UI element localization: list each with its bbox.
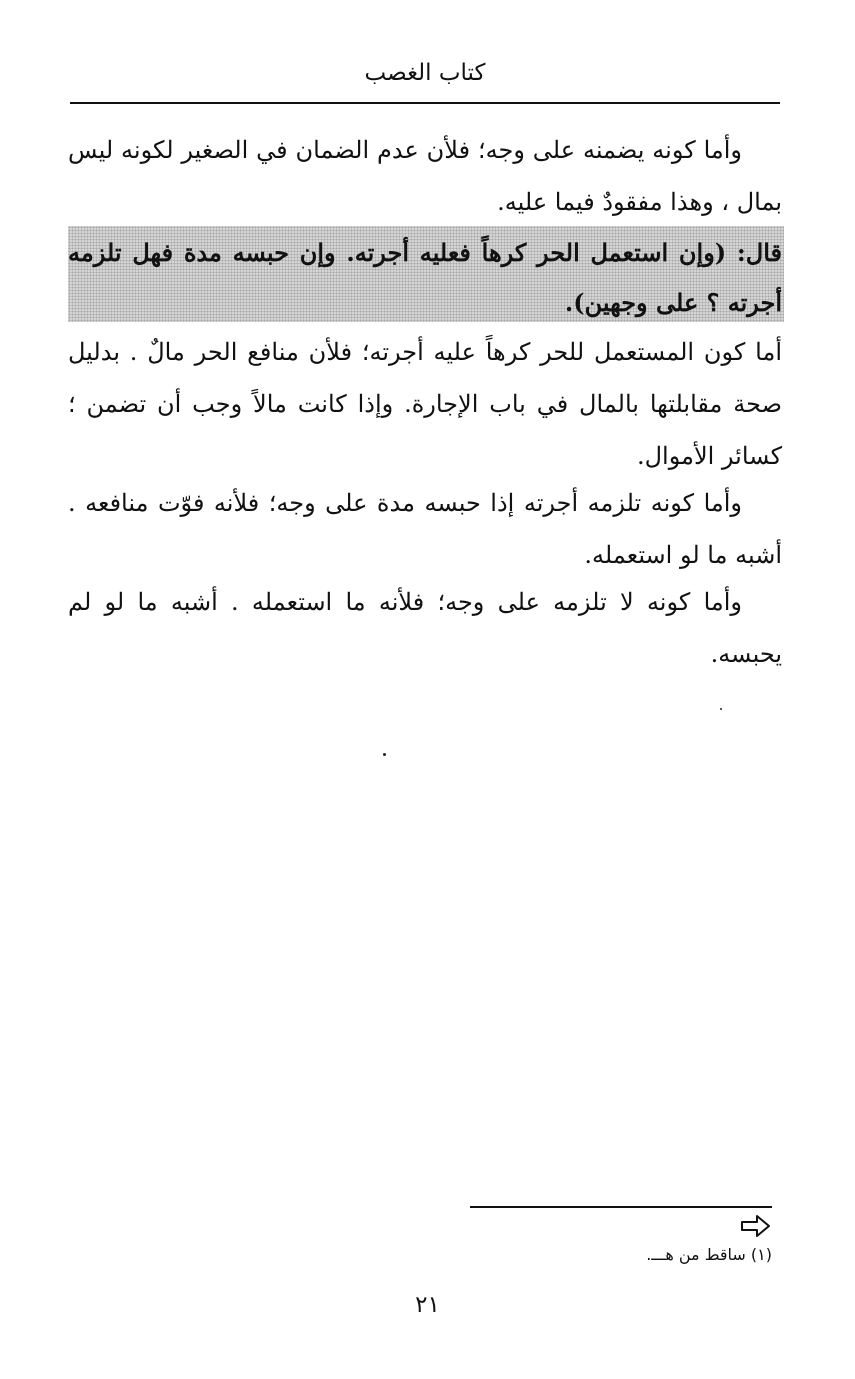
paragraph-text: أما كون المستعمل للحر كرهاً عليه أجرته؛ فلأن منافع الحر مالٌ . بدليل صحة مقابلتها بالمال في باب الإجارة. وإذا كانت مالاً وجب أن تضمن ؛ كسائر الأموال. [68, 338, 782, 470]
scan-speck [383, 753, 386, 756]
footnote-divider [470, 1206, 772, 1208]
footnote-text: (١) ساقط من هـــ. [646, 1245, 772, 1264]
paragraph-commentary-4 [68, 576, 782, 680]
page-header [70, 58, 780, 104]
page-title: كتاب الغصب [364, 60, 486, 86]
paragraph-commentary-2 [68, 326, 782, 482]
paragraph-commentary-1 [68, 124, 782, 228]
matn-text: قال: (وإن استعمل الحر كرهاً فعليه أجرته. وإن حبسه مدة فهل تلزمه أجرته ؟ على وجهين). [68, 238, 782, 317]
paragraph-text: وأما كونه لا تلزمه على وجه؛ فلأنه ما استعمله . أشبه ما لو لم يحبسه. [68, 588, 782, 668]
paragraph-text: وأما كونه يضمنه على وجه؛ فلأن عدم الضمان في الصغير لكونه ليس بمال ، وهذا مفقودٌ فيما عليه. [68, 136, 782, 216]
paragraph-commentary-3 [68, 477, 782, 581]
scan-speck [720, 708, 722, 710]
arrow-right-outline-icon [740, 1212, 772, 1240]
paragraph-matn-quote [68, 228, 782, 328]
page-number: ٢١ [415, 1292, 440, 1318]
paragraph-text: وأما كونه تلزمه أجرته إذا حبسه مدة على وجه؛ فلأنه فوّت منافعه . أشبه ما لو استعمله. [68, 489, 782, 569]
